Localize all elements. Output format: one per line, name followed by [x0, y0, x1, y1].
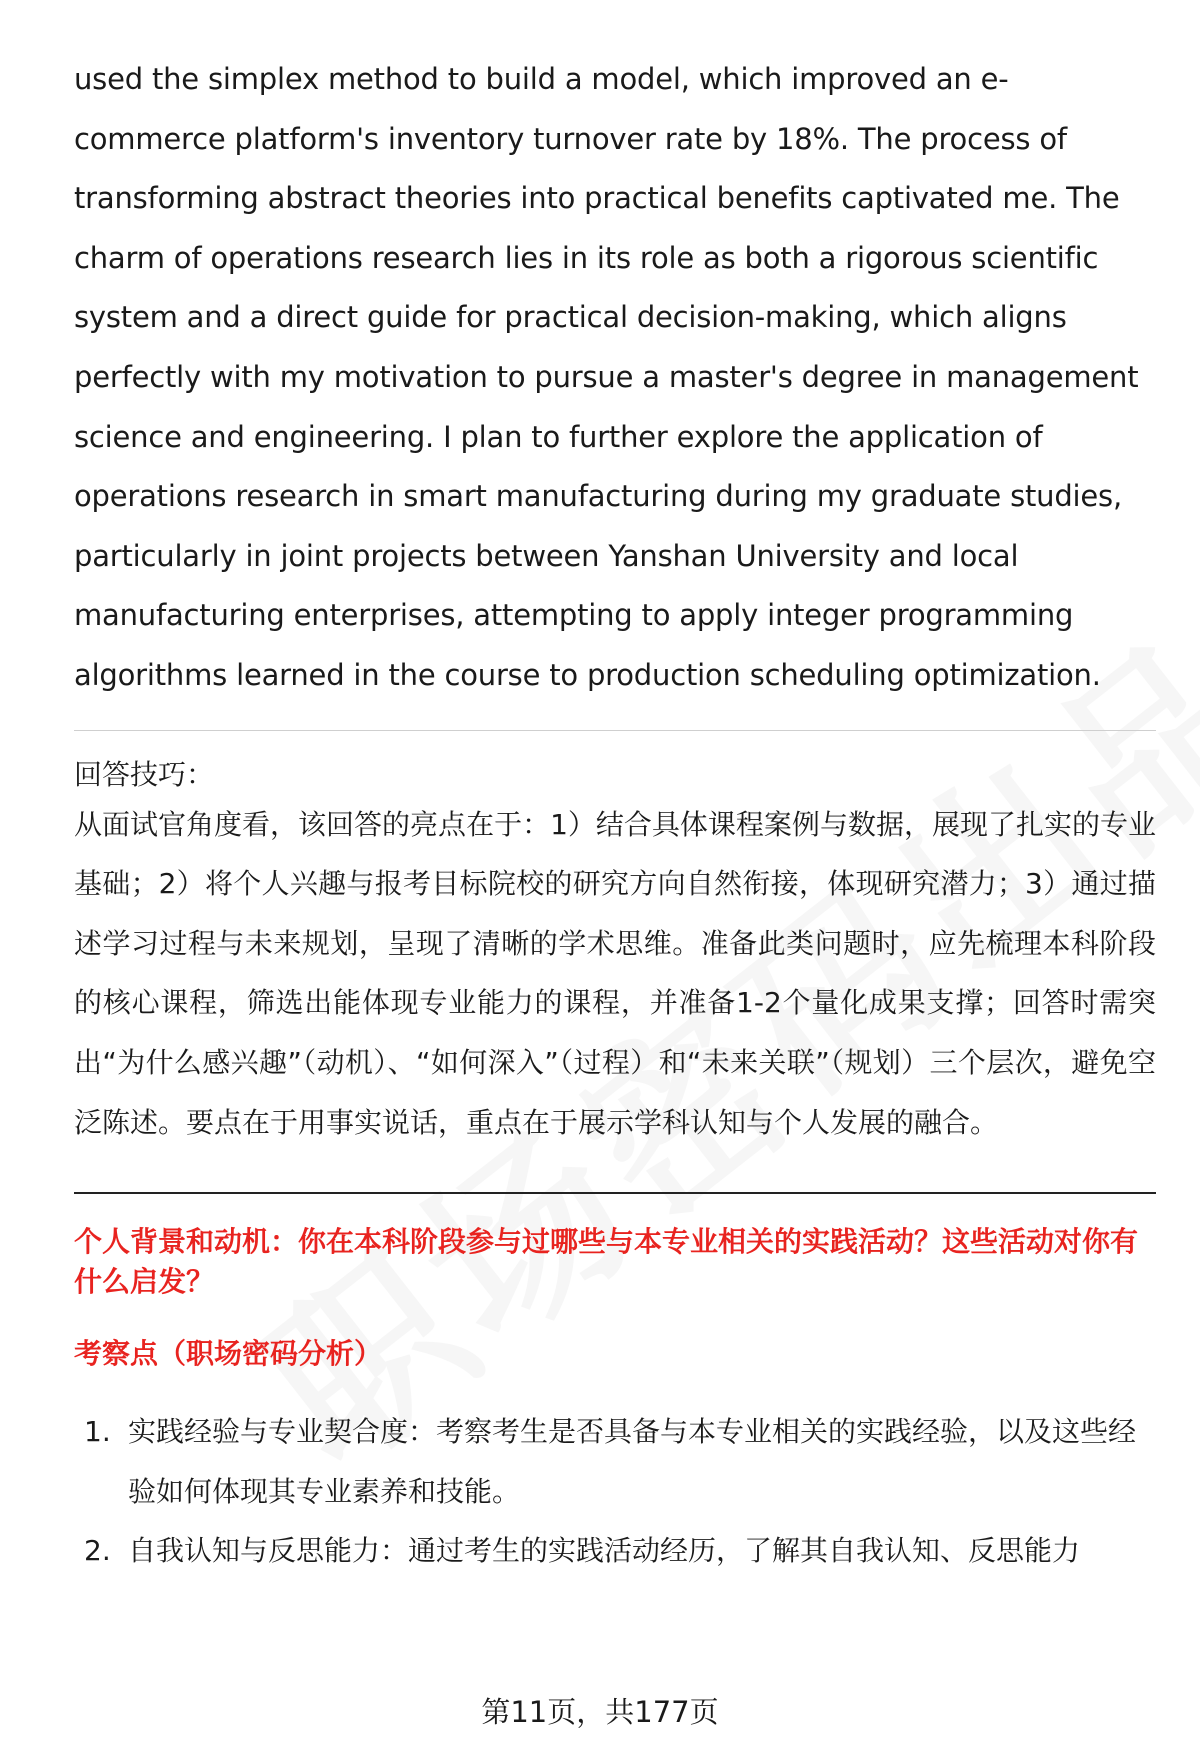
- page-footer: 第11页，共177页: [481, 1695, 719, 1729]
- list-item-number: 2.: [84, 1534, 111, 1568]
- section-divider: [74, 730, 1156, 731]
- list-item: [74, 1521, 1156, 1581]
- page-content: [74, 50, 1156, 1581]
- list-item-number: 1.: [84, 1415, 111, 1449]
- question-heading: 个人背景和动机：你在本科阶段参与过哪些与本专业相关的实践活动？这些活动对你有什么启发？: [74, 1225, 1139, 1299]
- question-divider: [74, 1192, 1156, 1194]
- kaochadian-list: [74, 1402, 1156, 1581]
- list-item: [74, 1402, 1156, 1521]
- tips-text: 从面试官角度看，该回答的亮点在于：1）结合具体课程案例与数据，展现了扎实的专业基础；2）将个人兴趣与报考目标院校的研究方向自然衔接，体现研究潜力；3）通过描述学习过程与未来规划，呈现了清晰的学术思维。准备此类问题时，应先梳理本科阶段的核心课程，筛选出能体现专业能力的课程，并准备1-2个量化成果支撑；回答时需突出“为什么感兴趣”（动机）、“如何深入”（过程）和“未来关联”（规划）三个层次，避免空泛陈述。要点在于用事实说话，重点在于展示学科认知与个人发展的融合。: [74, 807, 1156, 1139]
- tips-label: 回答技巧：: [74, 757, 215, 791]
- kaochadian-heading: 考察点（职场密码分析）: [74, 1337, 383, 1371]
- list-item-text: 自我认知与反思能力：通过考生的实践活动经历，了解其自我认知、反思能力: [128, 1534, 1081, 1568]
- answer-paragraph: used the simplex method to build a model, which improved an e-commerce platform's inventory turnover rate by 18%. The process of transforming abstract theories into practical benefits captivated me. The charm of operations research lies in its role as both a rigorous scientific system and a direct guide for practical decision-making, which aligns perfectly with my motivation to pursue a master's degree in management science and engineering. I plan to further explore the application of operations research in smart manufacturing during my graduate studies, particularly in joint projects between Yanshan University and local manufacturing enterprises, attempting to apply integer programming algorithms learned in the course to production scheduling optimization.: [74, 62, 1139, 692]
- list-item-text: 实践经验与专业契合度：考察考生是否具备与本专业相关的实践经验，以及这些经验如何体现其专业素养和技能。: [128, 1415, 1137, 1508]
